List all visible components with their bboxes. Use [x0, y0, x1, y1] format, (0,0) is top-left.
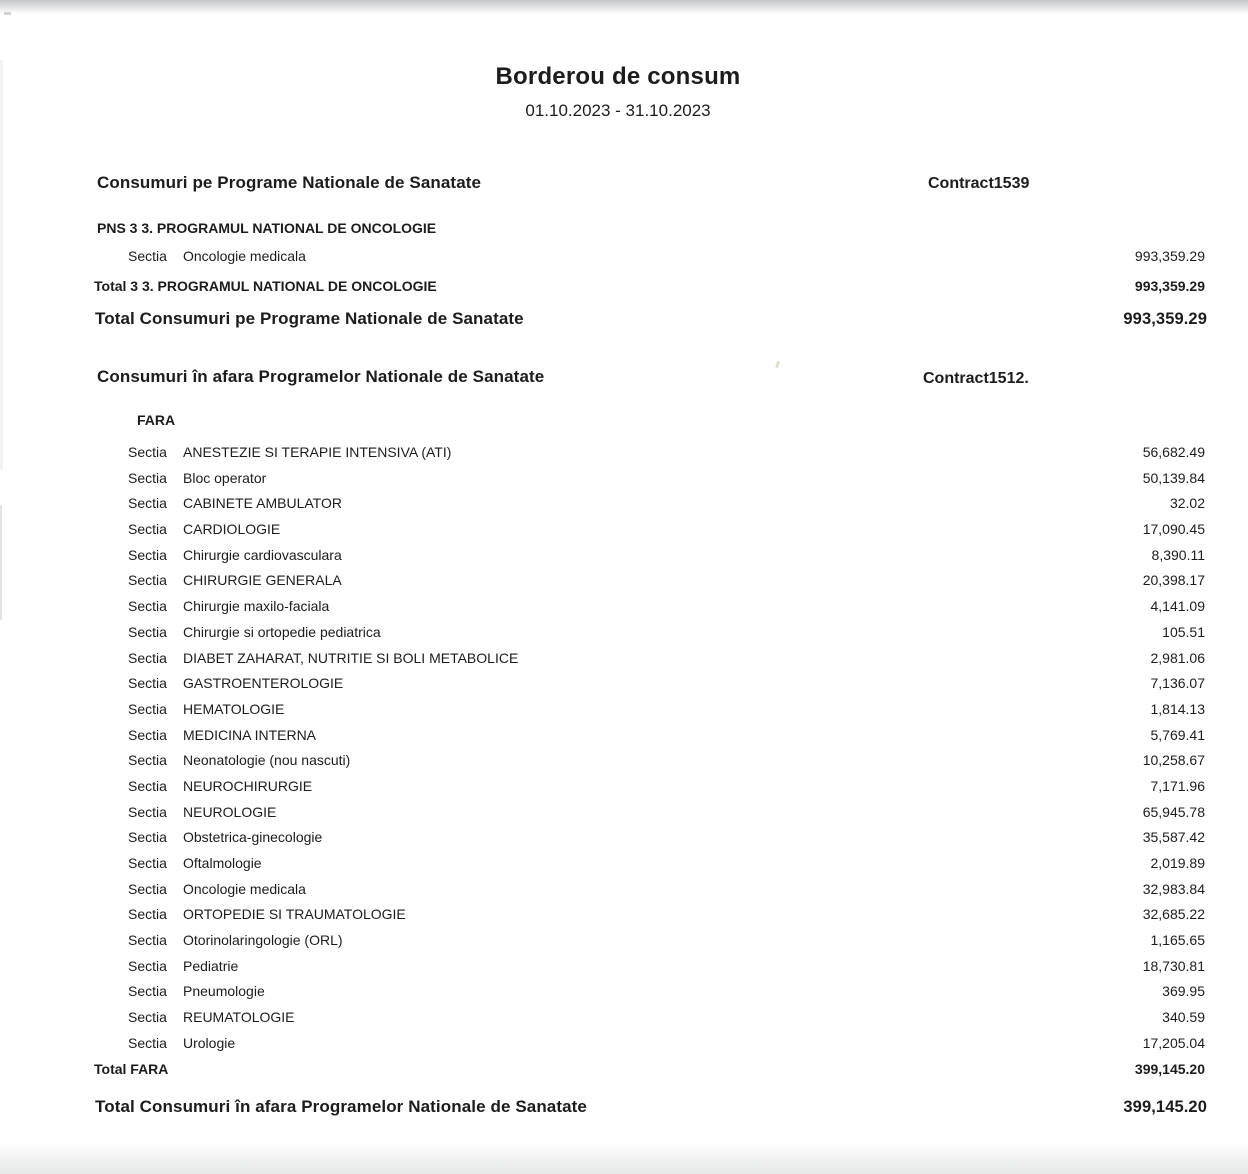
group-total-row: [0, 1061, 1248, 1077]
row-amount: 1,165.65: [1150, 932, 1205, 949]
row-amount: 7,136.07: [1150, 675, 1205, 692]
group-label-pns: PNS 3 3. PROGRAMUL NATIONAL DE ONCOLOGIE: [97, 220, 437, 236]
table-row: [0, 517, 1248, 543]
row-prefix: Sectia: [128, 803, 167, 820]
row-amount: 50,139.84: [1142, 469, 1205, 486]
table-row: [0, 928, 1248, 954]
row-prefix: Sectia: [128, 983, 167, 1000]
section-total-amount: 399,145.20: [1123, 1098, 1207, 1116]
row-amount: 17,090.45: [1142, 521, 1205, 538]
row-prefix: Sectia: [128, 598, 167, 615]
row-amount: 369.95: [1162, 983, 1205, 1000]
row-department-name: NEUROCHIRURGIE: [183, 777, 313, 794]
row-amount: 4,141.09: [1150, 598, 1205, 615]
row-amount: 10,258.67: [1142, 752, 1205, 769]
row-prefix: Sectia: [128, 1034, 167, 1051]
row-department-name: CABINETE AMBULATOR: [183, 495, 342, 512]
row-department-name: Pneumologie: [183, 983, 265, 1000]
scan-speck: [4, 12, 11, 15]
section-rows: [0, 440, 1248, 1057]
document-title: Borderou de consum: [495, 63, 741, 90]
table-row: [0, 1005, 1248, 1031]
group-total-label: Total 3 3. PROGRAMUL NATIONAL DE ONCOLOGIE: [94, 278, 437, 294]
table-row: [0, 851, 1248, 877]
row-amount: 32,983.84: [1142, 880, 1205, 897]
section-total-row: [0, 309, 1248, 329]
table-row: [0, 979, 1248, 1005]
row-prefix: Sectia: [128, 521, 167, 538]
table-row: [0, 697, 1248, 723]
row-prefix: Sectia: [128, 957, 167, 974]
row-department-name: Chirurgie maxilo-faciala: [183, 598, 330, 615]
row-amount: 35,587.42: [1142, 829, 1205, 846]
row-amount: 2,981.06: [1150, 649, 1205, 666]
group-total-amount: 993,359.29: [1134, 278, 1205, 294]
row-department-name: CHIRURGIE GENERALA: [183, 572, 342, 589]
row-prefix: Sectia: [128, 623, 167, 640]
row-prefix: Sectia: [128, 649, 167, 666]
row-prefix: Sectia: [128, 444, 167, 460]
group-label-fara: FARA: [137, 412, 176, 428]
table-row: [0, 800, 1248, 826]
row-prefix: Sectia: [128, 855, 167, 871]
row-prefix: Sectia: [128, 572, 167, 589]
row-department-name: Chirurgie si ortopedie pediatrica: [183, 623, 381, 640]
row-department-name: DIABET ZAHARAT, NUTRITIE SI BOLI METABOLICE: [183, 649, 519, 666]
row-amount: 340.59: [1162, 1009, 1205, 1026]
row-department-name: Obstetrica-ginecologie: [183, 829, 323, 846]
row-department-name: Urologie: [183, 1034, 236, 1051]
section-heading-in-afara-programelor: Consumuri în afara Programelor Nationale de Sanatate: [97, 367, 545, 386]
section-heading-programe-nationale: Consumuri pe Programe Nationale de Sanatate: [97, 173, 482, 192]
row-department-name: ANESTEZIE SI TERAPIE INTENSIVA (ATI): [183, 444, 452, 460]
row-amount: 56,682.49: [1142, 444, 1205, 460]
row-amount: 1,814.13: [1150, 700, 1205, 717]
row-department-name: Neonatologie (nou nascuti): [183, 752, 351, 769]
contract-number: Contract1512.: [923, 370, 1029, 387]
row-prefix: Sectia: [128, 469, 167, 486]
row-department-name: Chirurgie cardiovasculara: [183, 546, 342, 563]
table-row: [0, 902, 1248, 928]
row-prefix: Sectia: [128, 906, 167, 923]
group-total-label: Total FARA: [94, 1061, 169, 1077]
section-total-amount: 993,359.29: [1123, 310, 1207, 328]
table-row: [0, 620, 1248, 646]
row-department-name: Oftalmologie: [183, 855, 262, 871]
scan-speck: [775, 361, 780, 369]
row-department-name: Bloc operator: [183, 469, 267, 486]
table-row: [0, 774, 1248, 800]
row-prefix: Sectia: [128, 752, 167, 769]
section-total-label: Total Consumuri în afara Programelor Nationale de Sanatate: [95, 1097, 587, 1116]
row-department-name: Otorinolaringologie (ORL): [183, 932, 343, 949]
row-department-name: GASTROENTEROLOGIE: [183, 675, 344, 692]
row-amount: 7,171.96: [1150, 777, 1205, 794]
row-prefix: Sectia: [128, 675, 167, 692]
row-amount: 5,769.41: [1150, 726, 1205, 743]
scan-bottom-shadow: [0, 1142, 1248, 1174]
row-department-name: Oncologie medicala: [183, 880, 306, 897]
table-row: [0, 954, 1248, 980]
contract-number: Contract1539: [928, 175, 1030, 192]
row-prefix: Sectia: [128, 880, 167, 897]
row-amount: 2,019.89: [1150, 855, 1205, 871]
table-row: [0, 877, 1248, 903]
row-prefix: Sectia: [128, 495, 167, 512]
row-amount: 17,205.04: [1142, 1034, 1205, 1051]
row-amount: 8,390.11: [1151, 546, 1205, 563]
row-department-name: ORTOPEDIE SI TRAUMATOLOGIE: [183, 906, 406, 923]
row-amount: 105.51: [1162, 623, 1205, 640]
table-row: [0, 671, 1248, 697]
table-row: [0, 543, 1248, 569]
row-prefix: Sectia: [128, 546, 167, 563]
table-row: [0, 491, 1248, 517]
row-amount: 993,359.29: [1134, 248, 1205, 264]
table-row: [0, 646, 1248, 672]
document-period: 01.10.2023 - 31.10.2023: [525, 101, 711, 120]
row-amount: 18,730.81: [1142, 957, 1205, 974]
row-prefix: Sectia: [128, 248, 167, 264]
row-department-name: REUMATOLOGIE: [183, 1009, 295, 1026]
row-amount: 20,398.17: [1142, 572, 1205, 589]
row-prefix: Sectia: [128, 726, 167, 743]
table-row: [0, 466, 1248, 492]
row-prefix: Sectia: [128, 777, 167, 794]
row-prefix: Sectia: [128, 700, 167, 717]
row-department-name: NEUROLOGIE: [183, 803, 277, 820]
group-total-row: [0, 278, 1248, 294]
section-total-row: [0, 1097, 1248, 1117]
row-department-name: Oncologie medicala: [183, 248, 306, 264]
section-total-label: Total Consumuri pe Programe Nationale de Sanatate: [95, 309, 524, 328]
table-row: [0, 568, 1248, 594]
row-department-name: Pediatrie: [183, 957, 239, 974]
row-amount: 32,685.22: [1142, 906, 1205, 923]
row-amount: 65,945.78: [1142, 803, 1205, 820]
row-amount: 32.02: [1169, 495, 1205, 512]
row-department-name: HEMATOLOGIE: [183, 700, 285, 717]
table-row: [0, 1031, 1248, 1057]
table-row: [0, 440, 1248, 466]
row-department-name: MEDICINA INTERNA: [183, 726, 317, 743]
table-row: [0, 594, 1248, 620]
row-department-name: CARDIOLOGIE: [183, 521, 281, 538]
scan-top-shadow: [0, 0, 1248, 14]
table-row: [0, 825, 1248, 851]
row-prefix: Sectia: [128, 829, 167, 846]
row-prefix: Sectia: [128, 932, 167, 949]
row-prefix: Sectia: [128, 1009, 167, 1026]
section-rows: [0, 244, 1248, 270]
table-row: [0, 723, 1248, 749]
table-row: [0, 748, 1248, 774]
table-row: [0, 244, 1248, 270]
group-total-amount: 399,145.20: [1134, 1061, 1205, 1077]
